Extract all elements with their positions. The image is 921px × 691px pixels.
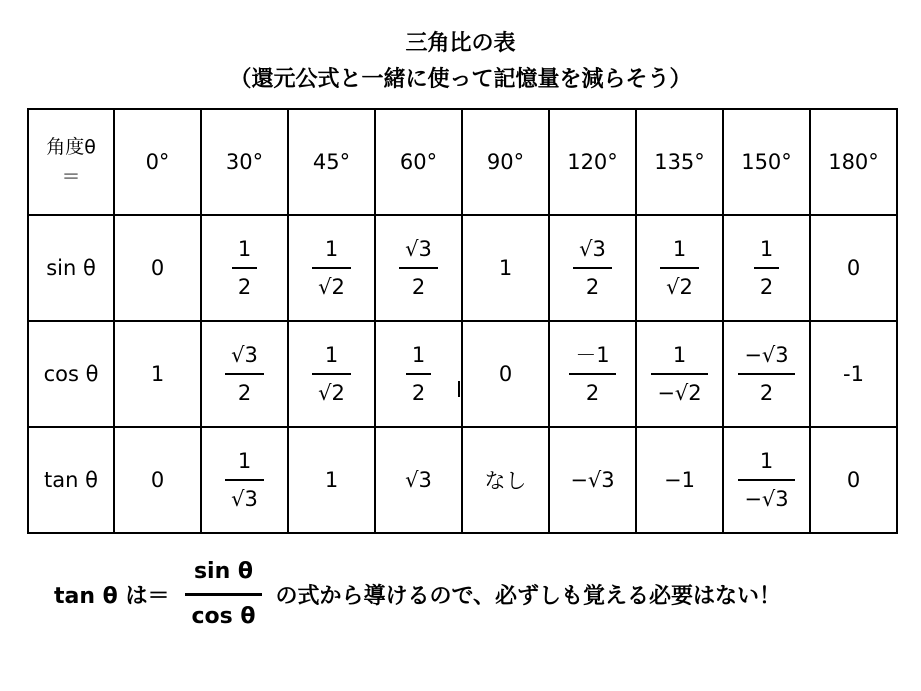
fraction bbox=[406, 342, 431, 406]
numerator: 1 bbox=[237, 237, 252, 261]
value-cell bbox=[723, 215, 810, 321]
fraction bbox=[660, 236, 699, 300]
value-cell: √3 bbox=[375, 427, 462, 533]
value-cell: 0 bbox=[114, 427, 201, 533]
table-row bbox=[28, 427, 897, 533]
numerator: 1 bbox=[324, 343, 339, 367]
numerator: 1 bbox=[759, 449, 774, 473]
trig-ratio-table bbox=[27, 108, 898, 534]
value-cell bbox=[375, 215, 462, 321]
value-cell bbox=[549, 321, 636, 427]
value-cell: 0 bbox=[114, 215, 201, 321]
value-cell: なし bbox=[462, 427, 549, 533]
note-numerator: sin θ bbox=[193, 558, 254, 584]
angle-header: 150° bbox=[723, 109, 810, 215]
denominator: 2 bbox=[237, 381, 252, 405]
value-cell bbox=[201, 321, 288, 427]
page-subtitle: （還元公式と一緒に使って記憶量を減らそう） bbox=[229, 67, 692, 92]
denominator: −√3 bbox=[744, 487, 789, 511]
value-cell: 1 bbox=[114, 321, 201, 427]
tan-formula-note bbox=[54, 553, 781, 635]
denominator: 2 bbox=[759, 381, 774, 405]
value-cell: −1 bbox=[636, 427, 723, 533]
numerator: √3 bbox=[405, 237, 432, 261]
numerator: －1 bbox=[575, 343, 610, 367]
fraction bbox=[312, 236, 351, 300]
fraction bbox=[754, 236, 779, 300]
row-label: cos θ bbox=[28, 321, 114, 427]
angle-header: 90° bbox=[462, 109, 549, 215]
angle-header: 45° bbox=[288, 109, 375, 215]
numerator: 1 bbox=[672, 237, 687, 261]
denominator: 2 bbox=[585, 275, 600, 299]
header-row bbox=[28, 109, 897, 215]
value-cell bbox=[723, 427, 810, 533]
value-cell bbox=[201, 215, 288, 321]
note-fraction bbox=[185, 559, 261, 630]
value-cell: −√3 bbox=[549, 427, 636, 533]
fraction bbox=[312, 342, 351, 406]
value-cell bbox=[636, 215, 723, 321]
fraction bbox=[225, 342, 264, 406]
denominator: √2 bbox=[666, 275, 693, 299]
numerator: √3 bbox=[231, 343, 258, 367]
value-cell: 0 bbox=[810, 215, 897, 321]
note-prefix: tan θ は＝ bbox=[54, 583, 170, 609]
numerator: 1 bbox=[411, 343, 426, 367]
value-cell: 0 bbox=[810, 427, 897, 533]
fraction bbox=[573, 236, 612, 300]
denominator: 2 bbox=[411, 275, 426, 299]
angle-label: 角度θ bbox=[46, 136, 96, 158]
denominator: −√2 bbox=[657, 381, 702, 405]
fraction bbox=[738, 342, 794, 406]
stray-line-mark bbox=[458, 381, 460, 397]
value-cell: 1 bbox=[462, 215, 549, 321]
value-cell: 1 bbox=[288, 427, 375, 533]
angle-header: 0° bbox=[114, 109, 201, 215]
fraction bbox=[399, 236, 438, 300]
numerator: −√3 bbox=[744, 343, 789, 367]
page-title: 三角比の表 bbox=[405, 31, 516, 56]
fraction bbox=[232, 236, 257, 300]
value-cell bbox=[288, 321, 375, 427]
value-cell bbox=[201, 427, 288, 533]
angle-header: 30° bbox=[201, 109, 288, 215]
numerator: √3 bbox=[579, 237, 606, 261]
value-cell bbox=[549, 215, 636, 321]
fraction bbox=[569, 342, 615, 406]
row-label: sin θ bbox=[28, 215, 114, 321]
denominator: √2 bbox=[318, 381, 345, 405]
numerator: 1 bbox=[759, 237, 774, 261]
value-cell bbox=[636, 321, 723, 427]
numerator: 1 bbox=[672, 343, 687, 367]
angle-label-equals: ＝ bbox=[61, 166, 81, 188]
fraction bbox=[225, 448, 264, 512]
angle-header: 135° bbox=[636, 109, 723, 215]
angle-header: 120° bbox=[549, 109, 636, 215]
table-row bbox=[28, 321, 897, 427]
fraction bbox=[738, 448, 794, 512]
numerator: 1 bbox=[237, 449, 252, 473]
value-cell bbox=[723, 321, 810, 427]
value-cell: 0 bbox=[462, 321, 549, 427]
note-suffix: の式から導けるので、必ずしも覚える必要はない！ bbox=[275, 583, 782, 609]
denominator: 2 bbox=[585, 381, 600, 405]
table-body bbox=[28, 109, 897, 533]
fraction bbox=[651, 342, 707, 406]
value-cell bbox=[375, 321, 462, 427]
value-cell: -1 bbox=[810, 321, 897, 427]
angle-label-cell bbox=[28, 109, 114, 215]
angle-header: 60° bbox=[375, 109, 462, 215]
denominator: √3 bbox=[231, 487, 258, 511]
numerator: 1 bbox=[324, 237, 339, 261]
note-denominator: cos θ bbox=[191, 603, 256, 629]
table-row bbox=[28, 215, 897, 321]
value-cell bbox=[288, 215, 375, 321]
angle-header: 180° bbox=[810, 109, 897, 215]
row-label: tan θ bbox=[28, 427, 114, 533]
denominator: 2 bbox=[237, 275, 252, 299]
denominator: 2 bbox=[411, 381, 426, 405]
denominator: √2 bbox=[318, 275, 345, 299]
denominator: 2 bbox=[759, 275, 774, 299]
